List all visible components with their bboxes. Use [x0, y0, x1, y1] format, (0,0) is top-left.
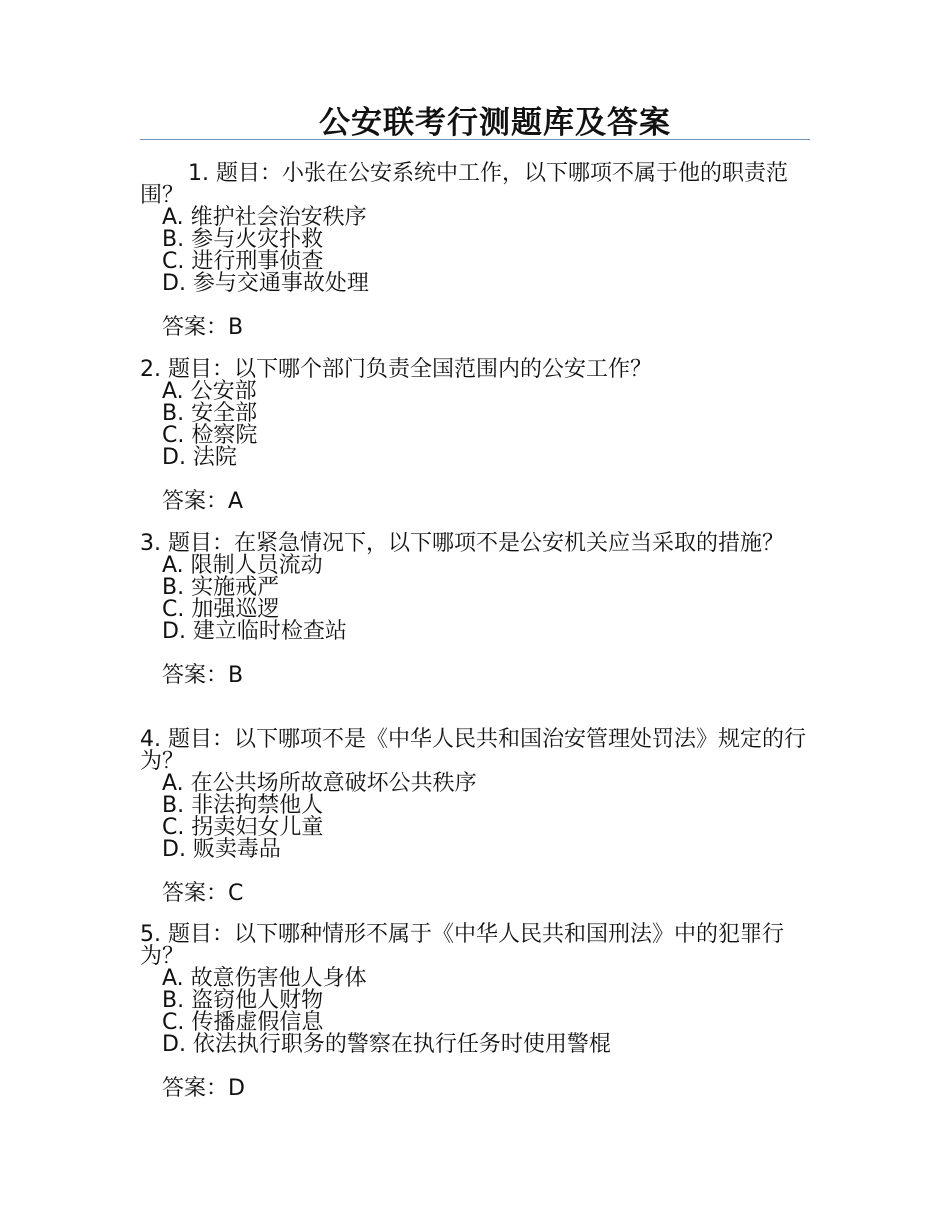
option-d: D. 建立临时检查站 [162, 619, 347, 644]
option-c: C. 加强巡逻 [162, 597, 280, 622]
option-b: B. 非法拘禁他人 [162, 793, 324, 818]
option-c: C. 拐卖妇女儿童 [162, 815, 324, 840]
answer-text: 答案：D [162, 1076, 245, 1101]
question-block [140, 729, 820, 905]
question-text: 2. 题目：以下哪个部门负责全国范围内的公安工作？ [140, 357, 652, 382]
question-block [140, 163, 820, 207]
option-a: A. 在公共场所故意破坏公共秩序 [162, 771, 477, 796]
option-c: C. 检察院 [162, 423, 258, 448]
option-d: D. 法院 [162, 445, 237, 470]
answer-text: 答案：A [162, 489, 244, 514]
option-c: C. 进行刑事侦查 [162, 249, 324, 274]
document-title: 公安联考行测题库及答案 [319, 105, 671, 141]
option-b: B. 参与火灾扑救 [162, 227, 324, 252]
answer-text: 答案：B [162, 663, 244, 688]
question-options [140, 207, 820, 339]
question-text: 1. 题目：小张在公安系统中工作，以下哪项不属于他的职责范围？ [140, 161, 788, 208]
question-block [140, 533, 820, 687]
option-b: B. 盗窃他人财物 [162, 988, 324, 1013]
question-text: 3. 题目：在紧急情况下，以下哪项不是公安机关应当采取的措施？ [140, 531, 784, 556]
option-b: B. 实施戒严 [162, 575, 280, 600]
option-c: C. 传播虚假信息 [162, 1010, 324, 1035]
option-a: A. 故意伤害他人身体 [162, 966, 367, 991]
title-underline [140, 139, 810, 140]
answer-text: 答案：B [162, 315, 244, 340]
option-d: D. 参与交通事故处理 [162, 271, 369, 296]
question-block [140, 924, 820, 1100]
question-block [140, 359, 820, 513]
answer-text: 答案：C [162, 881, 244, 906]
option-a: A. 限制人员流动 [162, 553, 323, 578]
question-text: 4. 题目：以下哪项不是《中华人民共和国治安管理处罚法》规定的行为？ [140, 727, 806, 774]
option-d: D. 贩卖毒品 [162, 837, 281, 862]
option-a: A. 公安部 [162, 379, 257, 404]
option-a: A. 维护社会治安秩序 [162, 205, 367, 230]
option-b: B. 安全部 [162, 401, 258, 426]
option-d: D. 依法执行职务的警察在执行任务时使用警棍 [162, 1032, 611, 1057]
question-text: 5. 题目：以下哪种情形不属于《中华人民共和国刑法》中的犯罪行为？ [140, 922, 784, 969]
